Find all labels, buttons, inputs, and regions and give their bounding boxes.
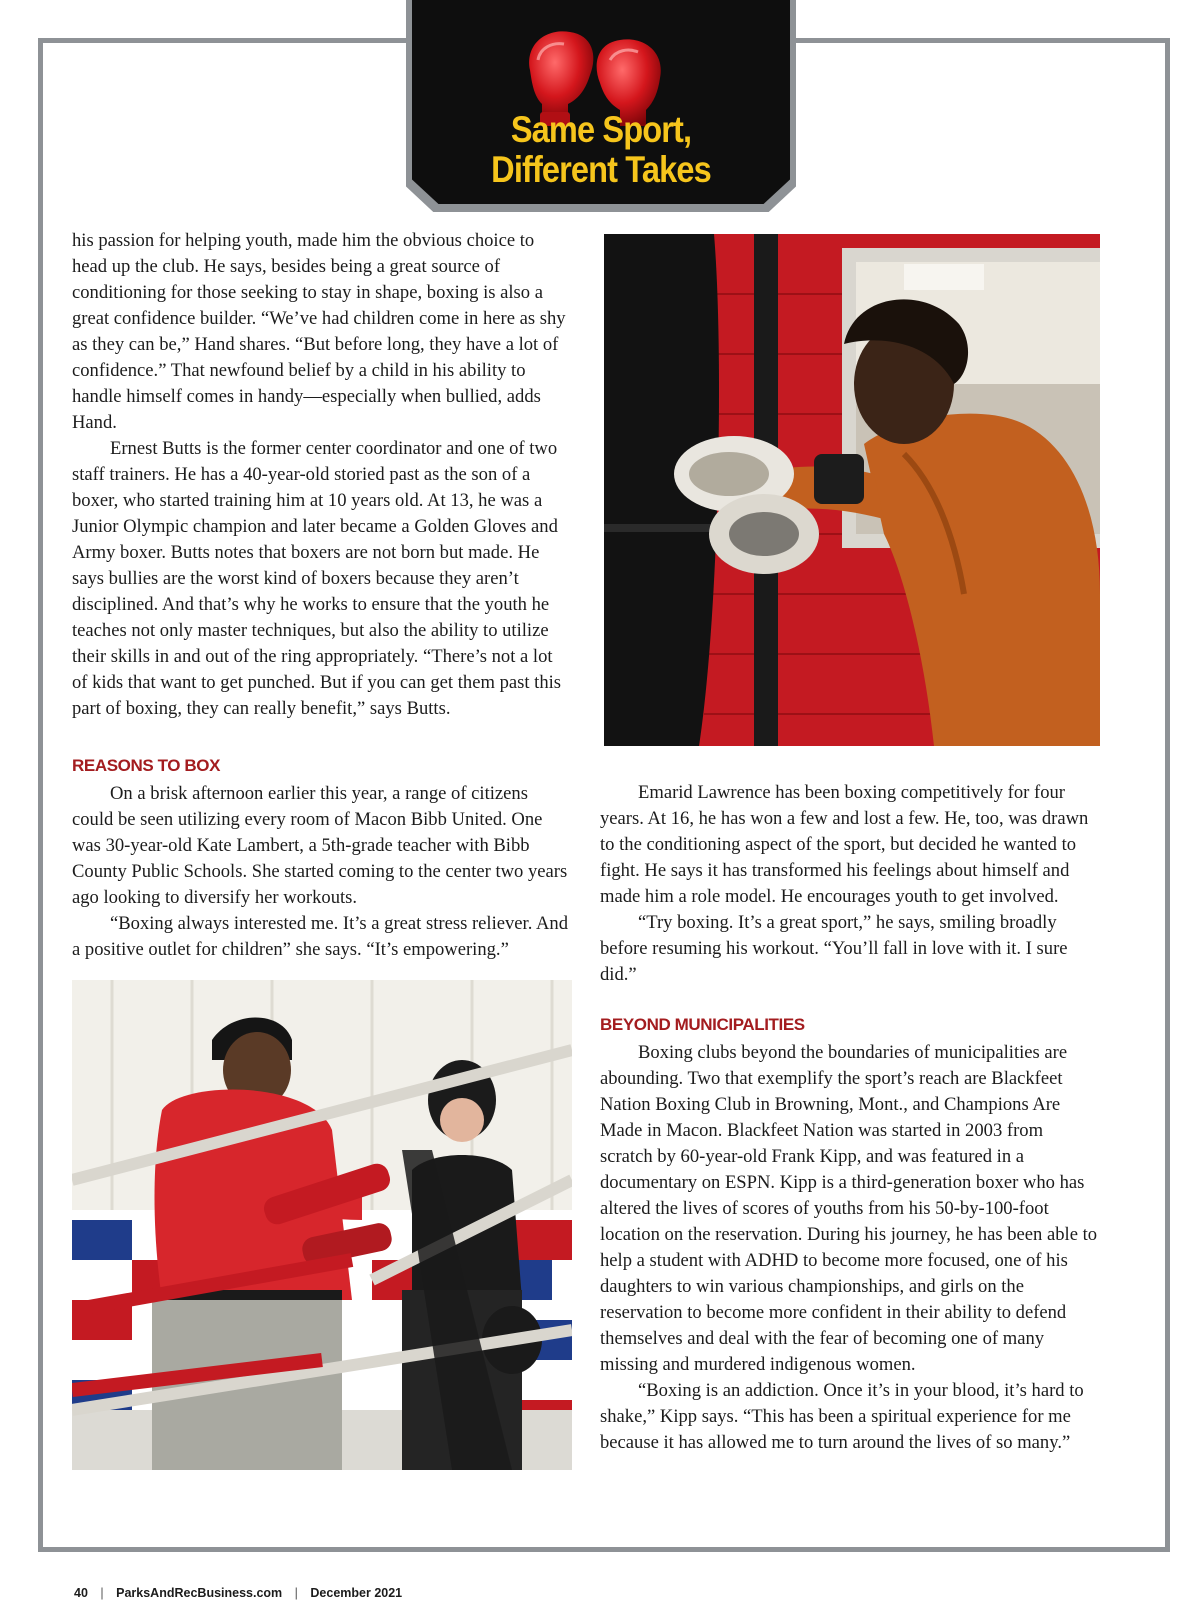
section-heading-beyond: BEYOND MUNICIPALITIES [600, 1015, 805, 1034]
paragraph: Ernest Butts is the former center coordinator and one of two staff trainers. He has a 40-year-old storied past as the son of a boxer, who started training him at 10 years old. At 13, he was a Junior Olympic champion and later became a Golden Gloves and Army boxer. Butts notes that boxers are not born but made. He says bullies are the worst kind of boxers because they aren’t disciplined. And that’s why he works to ensure that the youth he teaches not only master techniques, but also the ability to utilize their skills in and out of the ring appropriately. “There’s not a lot of kids that want to get punched. But if you can get them past this part of boxing, they can really benefit,” says Butts. [72, 438, 562, 719]
section-badge-title [435, 110, 768, 190]
paragraph: Emarid Lawrence has been boxing competitively for four years. At 16, he has won a few and lost a few. He, too, was drawn to the conditioning aspect of the sport, but decided he wanted to fight. He says it has transformed his feelings about himself and made him a role model. He encourages youth to get involved. [600, 782, 1089, 907]
page-footer [74, 1586, 402, 1600]
footer-date: December 2021 [310, 1586, 403, 1600]
page-number: 40 [74, 1586, 88, 1600]
paragraph: “Boxing always interested me. It’s a great stress reliever. And a positive outlet for children” she says. “It’s empowering.” [72, 913, 568, 960]
footer-separator: | [294, 1586, 298, 1600]
section-heading-reasons: REASONS TO BOX [72, 756, 221, 775]
paragraph: “Try boxing. It’s a great sport,” he says, smiling broadly before resuming his workout. “You’ll fall in love with it. I sure did.” [600, 912, 1068, 985]
footer-separator: | [100, 1586, 104, 1600]
title-line-1: Same Sport, [510, 109, 692, 150]
title-line-2: Different Takes [491, 149, 711, 190]
right-column [600, 780, 1100, 1456]
trainer-and-boxer-in-ring-photo [72, 980, 572, 1470]
paragraph: On a brisk afternoon earlier this year, a range of citizens could be seen utilizing every room of Macon Bibb United. One was 30-year-old Kate Lambert, a 5th-grade teacher with Bibb County Public Schools. She started coming to the center two years ago looking to diversify her workouts. [72, 783, 568, 908]
left-column-section [72, 755, 572, 963]
paragraph: Boxing clubs beyond the boundaries of municipalities are abounding. Two that exemplify the sport’s reach are Blackfeet Nation Boxing Club in Browning, Mont., and Champions Are Made in Macon. Blackfeet Nation was started in 2003 from scratch by 60-year-old Frank Kipp, and was featured in a documentary on ESPN. Kipp is a third-generation boxer who has altered the lives of scores of youths from his 50-by-100-foot location on the reservation. During his journey, he has been able to help a student with ADHD to become more focused, one of his daughters to win various championships, and girls on the reservation to become more confident in their ability to defend themselves and deal with the fear of becoming one of many missing and murdered indigenous women. [600, 1042, 1098, 1375]
boy-punching-bag-photo [604, 234, 1100, 746]
paragraph: “Boxing is an addiction. Once it’s in your blood, it’s hard to shake,” Kipp says. “This has been a spiritual experience for me because it has allowed me to turn around the lives of so many.” [600, 1380, 1084, 1453]
footer-site[interactable]: ParksAndRecBusiness.com [116, 1586, 283, 1600]
left-column-top [72, 228, 572, 722]
paragraph: his passion for helping youth, made him the obvious choice to head up the club. He says, besides being a great source of conditioning for those seeking to stay in shape, boxing is also a great confidence builder. “We’ve had children come in here as shy as they can be,” Hand shares. “But before long, they have a lot of confidence.” That newfound belief by a child in his ability to handle himself comes in handy—especially when bullied, adds Hand. [72, 230, 566, 433]
